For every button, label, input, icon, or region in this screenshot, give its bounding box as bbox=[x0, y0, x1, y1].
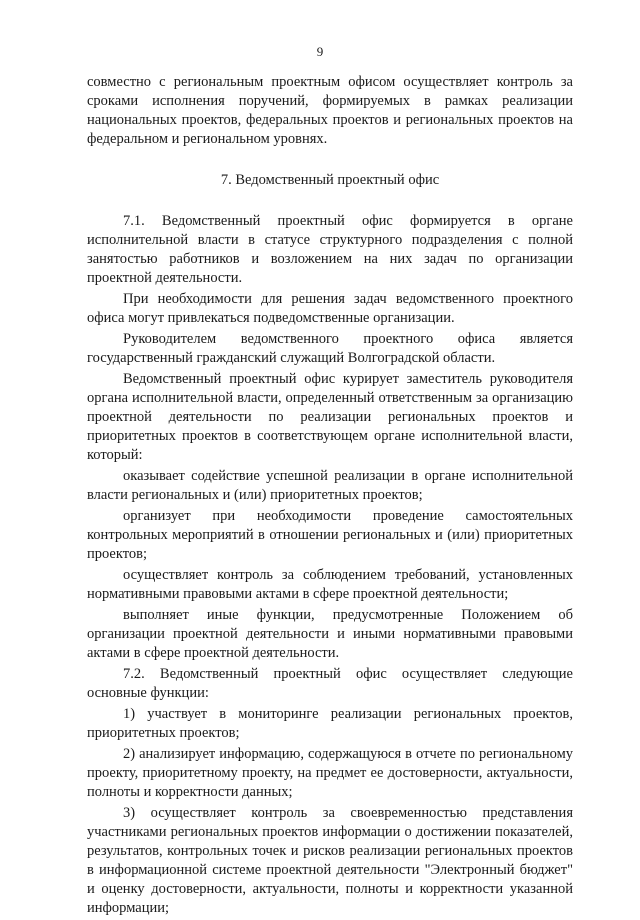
paragraph-curator-duty-3: осуществляет контроль за соблюдением требований, установленных нормативными правовыми актами в сфере проектной деятельности; bbox=[87, 567, 573, 602]
paragraph-7-1: 7.1. Ведомственный проектный офис формируется в органе исполнительной власти в статусе структурного подразделения с полной занятостью работников и возложением на них задач по организации проектной деятельности. bbox=[87, 213, 573, 286]
paragraph-curator-duty-4: выполняет иные функции, предусмотренные Положением об организации проектной деятельности и иными нормативными правовыми актами в сфере проектной деятельности. bbox=[87, 607, 573, 661]
paragraph-7-2: 7.2. Ведомственный проектный офис осуществляет следующие основные функции: bbox=[87, 666, 573, 701]
function-item-2: 2) анализирует информацию, содержащуюся в отчете по региональному проекту, приоритетному проекту, на предмет ее достоверности, актуальности, полноты и корректности данных; bbox=[87, 746, 573, 800]
continuation-paragraph: совместно с региональным проектным офисом осуществляет контроль за сроками исполнения поручений, формируемых в рамках реализации национальных проектов, федеральных проектов и региональных проектов на федеральном и региональном уровнях. bbox=[87, 74, 573, 147]
function-item-3: 3) осуществляет контроль за своевременностью представления участниками региональных проектов информации о достижении показателей, результатов, контрольных точек и рисков реализации региональных проектов в информационной системе проектной деятельности "Электронный бюджет" и оценку достоверности, актуальности, полноты и корректности указанной информации; bbox=[87, 805, 573, 916]
paragraph-curator-duty-2: организует при необходимости проведение самостоятельных контрольных мероприятий в отношении региональных и (или) приоритетных проектов; bbox=[87, 508, 573, 562]
document-body bbox=[87, 73, 573, 920]
paragraph-curator: Ведомственный проектный офис курирует заместитель руководителя органа исполнительной власти, определенный ответственным за организацию проектной деятельности по реализации региональных проектов и приоритетных проектов в соответствующем органе исполнительной власти, который: bbox=[87, 371, 573, 463]
section-heading: 7. Ведомственный проектный офис bbox=[220, 172, 440, 188]
paragraph-subordinate-orgs: При необходимости для решения задач ведомственного проектного офиса могут привлекаться подведомственные организации. bbox=[87, 291, 573, 326]
paragraph-curator-duty-1: оказывает содействие успешной реализации в органе исполнительной власти региональных и (или) приоритетных проектов; bbox=[87, 468, 573, 503]
paragraph-office-head: Руководителем ведомственного проектного офиса является государственный гражданский служащий Волгоградской области. bbox=[87, 331, 573, 366]
page-number: 9 bbox=[316, 44, 324, 59]
function-item-1: 1) участвует в мониторинге реализации региональных проектов, приоритетных проектов; bbox=[87, 706, 573, 741]
